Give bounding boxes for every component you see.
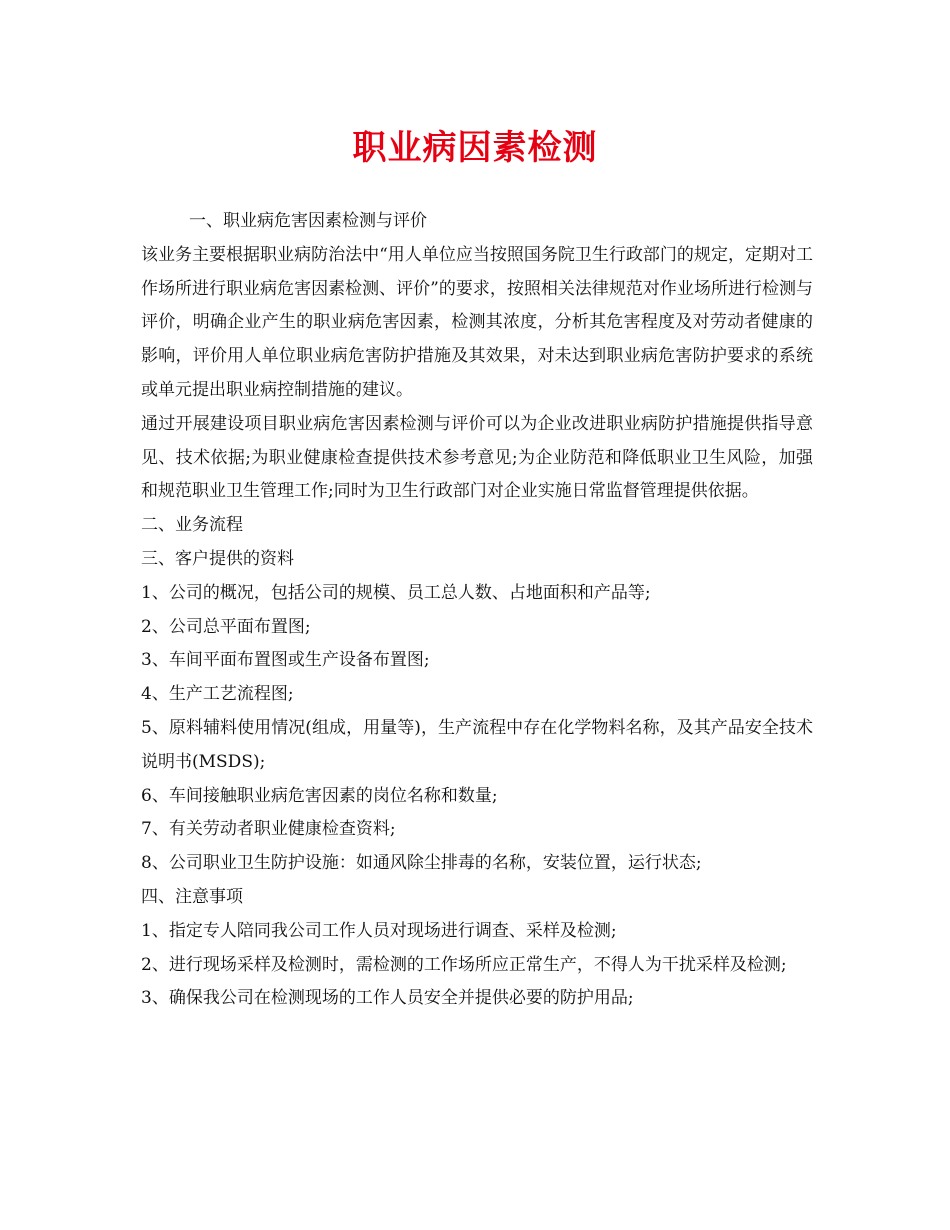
list-item: 4、生产工艺流程图; [141,684,294,705]
section-heading-3: 三、客户提供的资料 [141,548,294,569]
section-heading-1: 一、职业病危害因素检测与评价 [189,211,427,231]
paragraph-2: 通过开展建设项目职业病危害因素检测与评价可以为企业改进职业病防护措施提供指导意见、技术依据;为职业健康检查提供技术参考意见;为企业防范和降低职业卫生风险，加强和规范职业卫生管理工作;同时为卫生行政部门对企业实施日常监督管理提供依据。 [141,413,813,502]
list-item: 5、原料辅料使用情况(组成，用量等)，生产流程中存在化学物料名称，及其产品安全技术说明书(MSDS); [141,717,813,772]
list-item: 1、公司的概况，包括公司的规模、员工总人数、占地面积和产品等; [141,582,651,603]
list-item: 2、公司总平面布置图; [141,616,311,637]
list-item: 8、公司职业卫生防护设施：如通风除尘排毒的名称，安装位置，运行状态; [141,853,702,874]
list-item: 2、进行现场采样及检测时，需检测的工作场所应正常生产，不得人为干扰采样及检测; [141,954,787,975]
list-item: 1、指定专人陪同我公司工作人员对现场进行调查、采样及检测; [141,920,617,941]
section-heading-2: 二、业务流程 [141,515,243,536]
document-title: 职业病因素检测 [352,128,598,168]
document-body [141,205,813,1016]
list-item: 3、车间平面布置图或生产设备布置图; [141,650,430,671]
list-item: 7、有关劳动者职业健康检查资料; [141,819,396,840]
paragraph-1: 该业务主要根据职业病防治法中“用人单位应当按照国务院卫生行政部门的规定，定期对工作场所进行职业病危害因素检测、评价”的要求，按照相关法律规范对作业场所进行检测与评价，明确企业产生的职业病危害因素，检测其浓度，分析其危害程度及对劳动者健康的影响，评价用人单位职业病危害防护措施及其效果，对未达到职业病危害防护要求的系统或单元提出职业病控制措施的建议。 [141,244,813,400]
list-item: 3、确保我公司在检测现场的工作人员安全并提供必要的防护用品; [141,988,634,1009]
section-heading-4: 四、注意事项 [141,886,243,907]
list-item: 6、车间接触职业病危害因素的岗位名称和数量; [141,785,498,806]
